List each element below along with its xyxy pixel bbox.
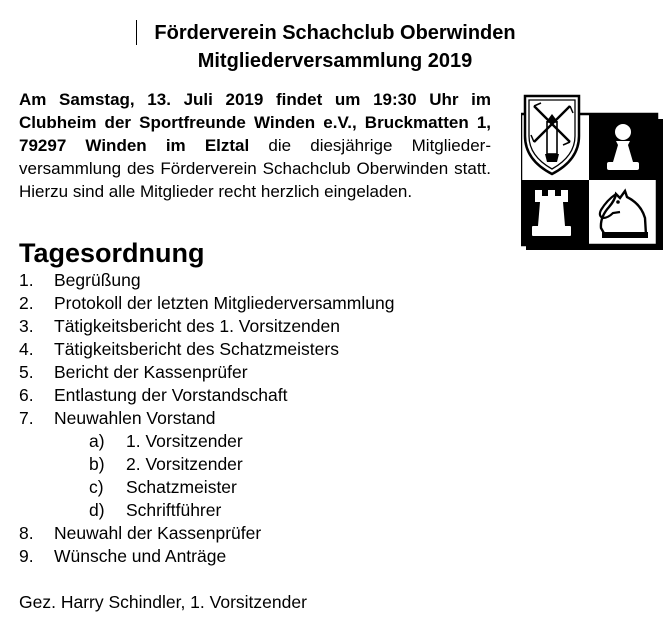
agenda-item-4	[0, 338, 670, 361]
agenda-item-number: 1.	[19, 270, 34, 290]
agenda-heading: Tagesordnung	[19, 238, 205, 268]
agenda-item-2	[0, 292, 670, 315]
agenda-item-number: 6.	[19, 385, 34, 405]
chess-club-logo-icon	[521, 94, 663, 250]
agenda-item-3	[0, 315, 670, 338]
agenda-item-7	[0, 407, 670, 430]
agenda-item-text: Begrüßung	[54, 270, 141, 290]
agenda-item-text: Bericht der Kassenprüfer	[54, 362, 248, 382]
intro-regular-text: die diesjährige Mitglieder-versammlung des Förderverein Schachclub Oberwinden statt. Hierzu sind alle Mitglieder recht herzlich eingeladen.	[19, 136, 491, 201]
agenda-item-text: Tätigkeitsbericht des Schatzmeisters	[54, 339, 339, 359]
agenda-item-text: Protokoll der letzten Mitgliederversammlung	[54, 293, 395, 313]
intro-bold-text: Am Samstag, 13. Juli 2019 findet um 19:30 Uhr im Clubheim der Sportfreunde Winden e.V., Bruckmatten 1, 79297 Winden im Elztal	[19, 90, 491, 155]
signature: Gez. Harry Schindler, 1. Vorsitzender	[19, 592, 307, 612]
agenda-item-number: 5.	[19, 362, 34, 382]
agenda-subitem-text: Schriftführer	[126, 500, 222, 520]
agenda-subitem-d	[0, 499, 670, 522]
agenda-item-9	[0, 545, 670, 568]
agenda-item-text: Neuwahl der Kassenprüfer	[54, 523, 262, 543]
title-line-1: Förderverein Schachclub Oberwinden	[154, 22, 516, 44]
agenda-item-number: 4.	[19, 339, 34, 359]
agenda-item-text: Wünsche und Anträge	[54, 546, 227, 566]
agenda-subitem-letter: a)	[89, 431, 105, 451]
agenda-subitem-a	[0, 430, 670, 453]
agenda-item-number: 9.	[19, 546, 34, 566]
agenda-item-number: 2.	[19, 293, 34, 313]
agenda-item-text: Tätigkeitsbericht des 1. Vorsitzenden	[54, 316, 340, 336]
agenda-subitem-letter: d)	[89, 500, 105, 520]
agenda-subitem-text: 2. Vorsitzender	[126, 454, 243, 474]
agenda-list	[0, 269, 670, 568]
agenda-subitem-b	[0, 453, 670, 476]
agenda-item-text: Entlastung der Vorstandschaft	[54, 385, 288, 405]
agenda-item-number: 7.	[19, 408, 34, 428]
agenda-item-1	[0, 269, 670, 292]
agenda-subitem-letter: b)	[89, 454, 105, 474]
agenda-subitem-text: Schatzmeister	[126, 477, 237, 497]
agenda-item-8	[0, 522, 670, 545]
agenda-item-number: 3.	[19, 316, 34, 336]
agenda-item-5	[0, 361, 670, 384]
intro-paragraph	[19, 88, 491, 203]
agenda-subitem-text: 1. Vorsitzender	[126, 431, 243, 451]
agenda-subitem-c	[0, 476, 670, 499]
agenda-item-text: Neuwahlen Vorstand	[54, 408, 216, 428]
agenda-item-number: 8.	[19, 523, 34, 543]
agenda-subitem-letter: c)	[89, 477, 104, 497]
title-line-2: Mitgliederversammlung 2019	[197, 50, 473, 72]
agenda-item-6	[0, 384, 670, 407]
